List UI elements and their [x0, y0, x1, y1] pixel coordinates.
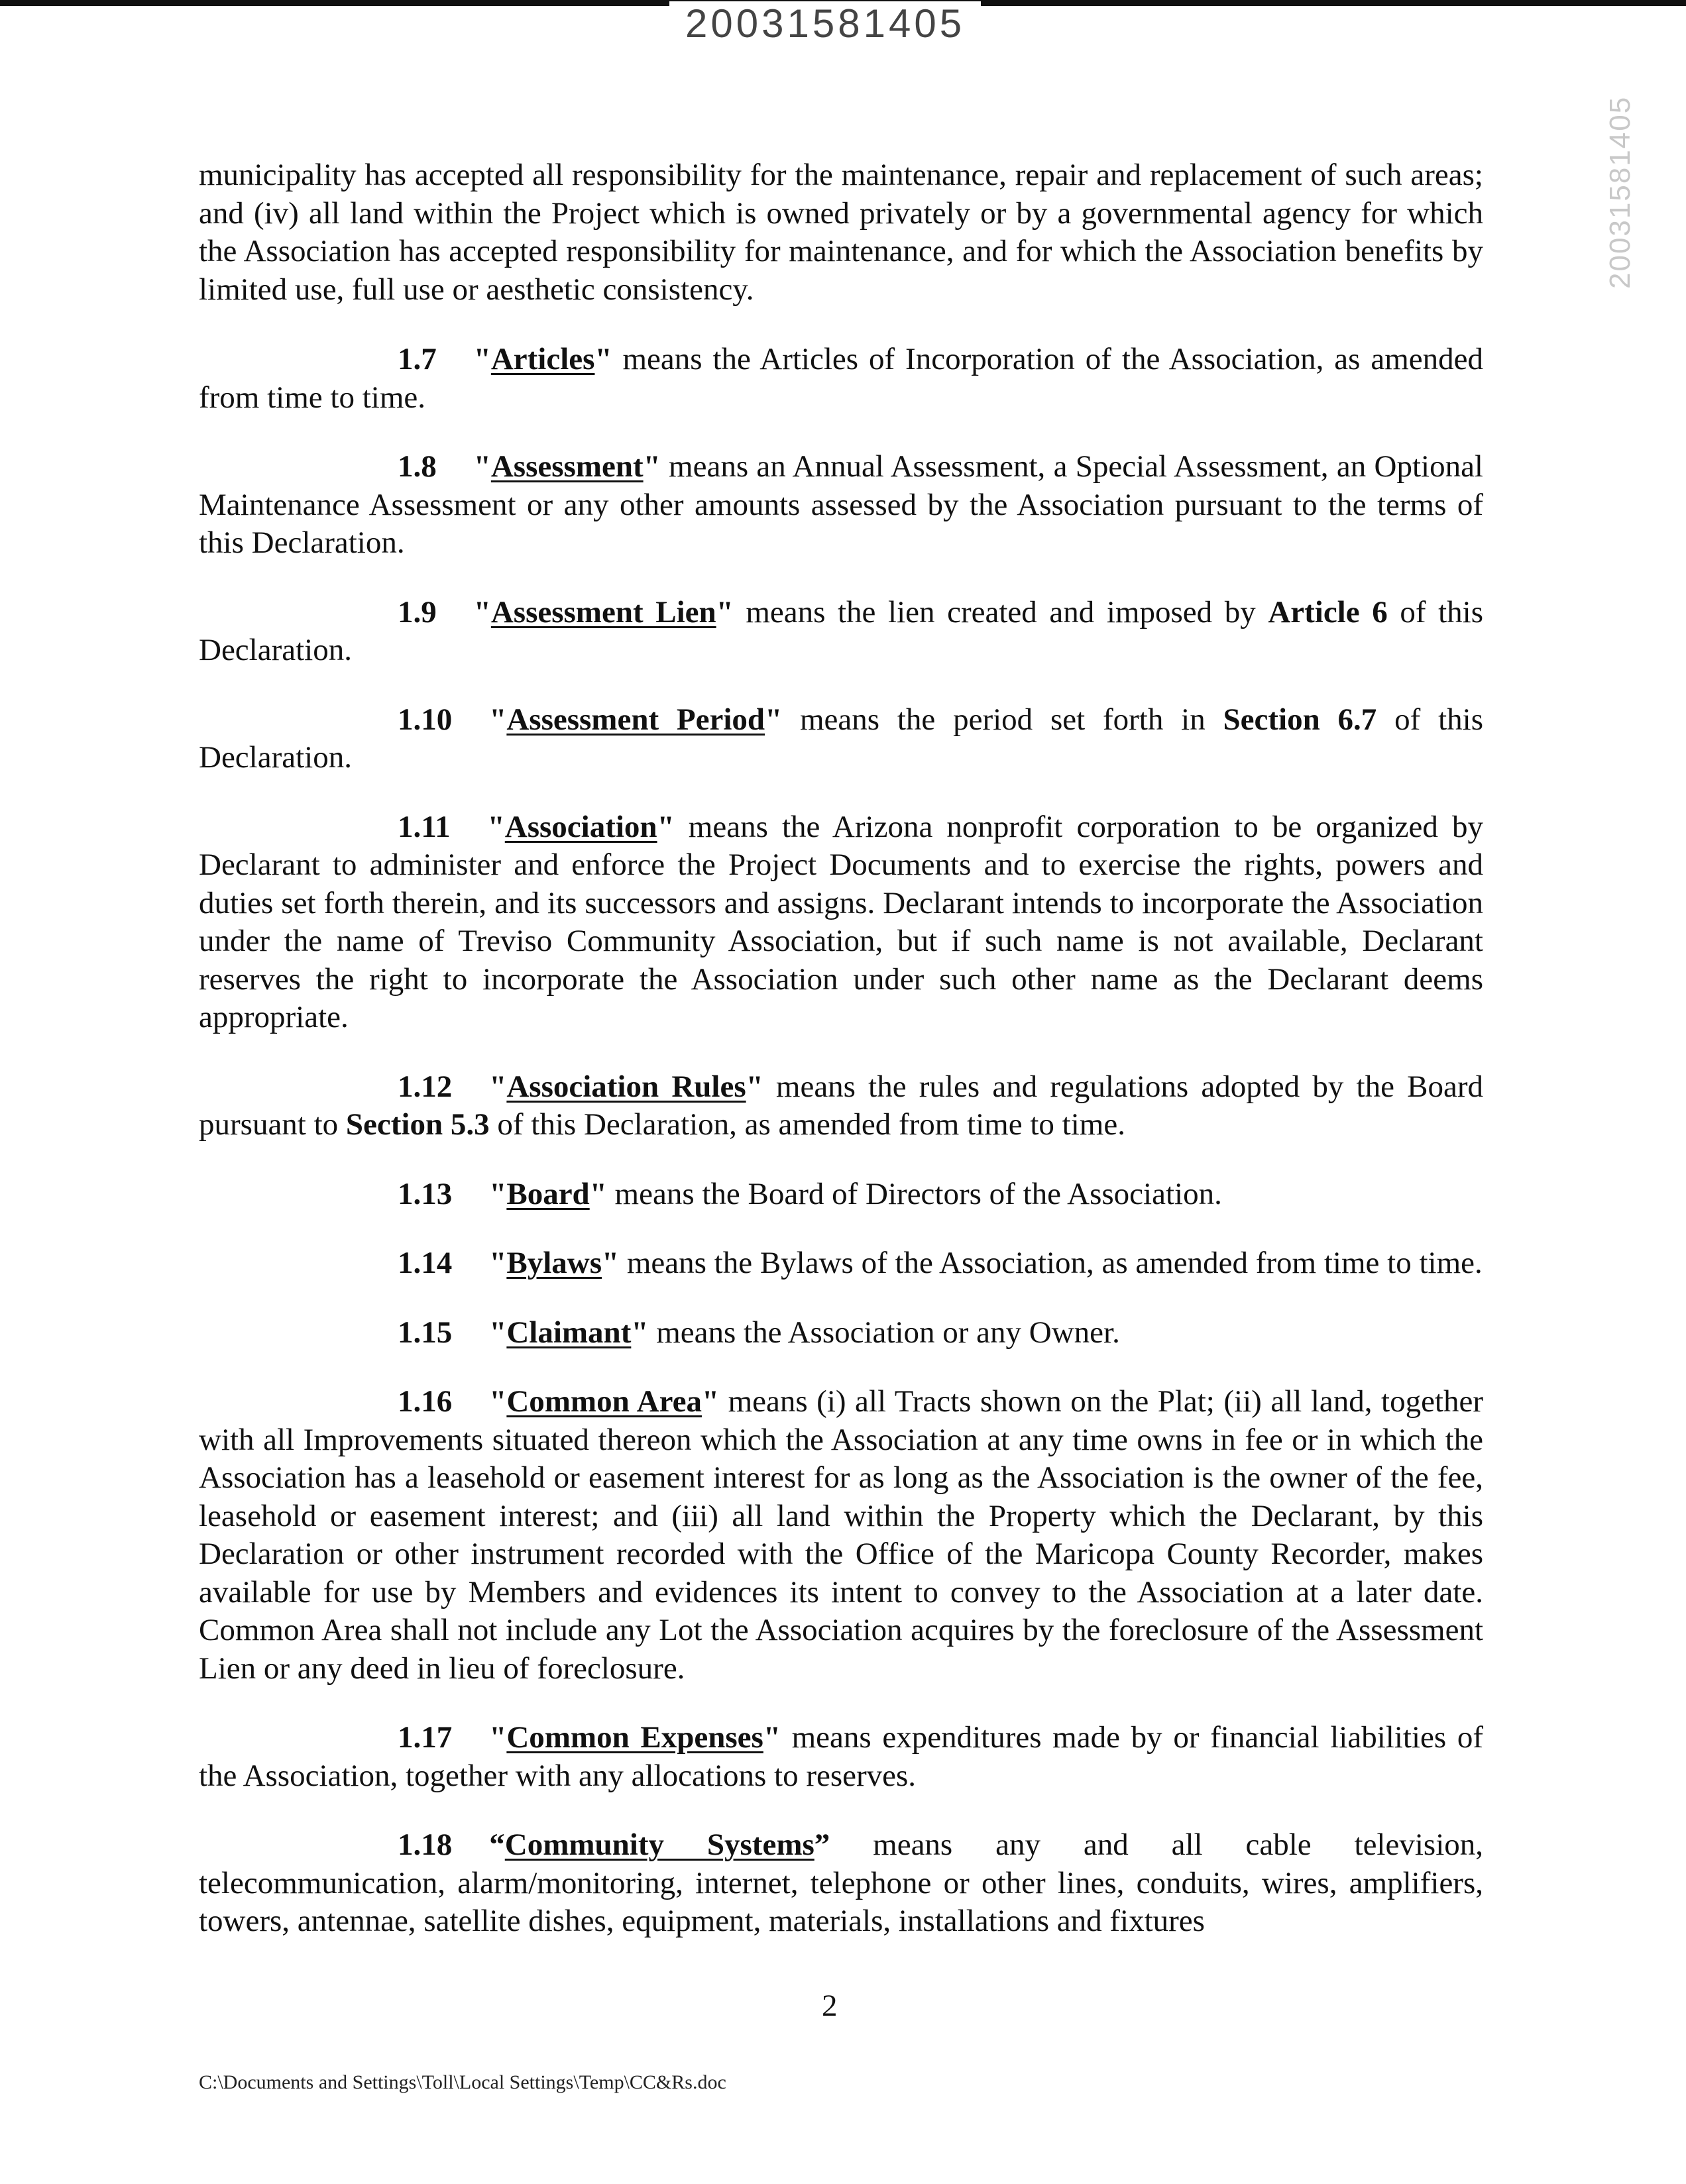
section-number: 1.18 [398, 1828, 453, 1862]
term-label: Assessment Lien [490, 594, 716, 629]
document-number: 20031581405 [669, 1, 981, 46]
quote-open: " [487, 809, 505, 844]
quote-close: " [765, 702, 783, 737]
term-label: Claimant [506, 1315, 632, 1350]
quote-close: " [657, 809, 675, 844]
quote-open: " [473, 449, 491, 484]
term-label: Assessment Period [506, 702, 765, 737]
quote-open: “ [489, 1828, 505, 1862]
definition-text: means the Bylaws of the Association, as amended from time to time. [619, 1246, 1483, 1280]
section-number: 1.15 [398, 1315, 453, 1350]
defined-term [489, 1315, 648, 1350]
quote-close: " [701, 1384, 720, 1419]
section-number: 1.10 [398, 702, 453, 737]
definition-text: means the Articles of Incorporation of the Association, as amended from time to time. [199, 342, 1483, 415]
definition-section [199, 808, 1483, 1037]
definition-text: means (i) all Tracts shown on the Plat; (ii) all land, together with all Improvements situated thereon which the Association at any time owns in fee or in which the Association has a leasehold or easement interest for as long as the Association is the owner of the fee, leasehold or easement interest; and (iii) all land within the Property which the Declarant, by this Declaration or other instrument recorded with the Office of the Maricopa County Recorder, makes available for use by Members and evidences its intent to convey to the Association at a later date. Common Area shall not include any Lot the Association acquires by the foreclosure of the Assessment Lien or any deed in lieu of foreclosure. [199, 1384, 1483, 1686]
quote-close: " [716, 594, 734, 629]
quote-close: ” [814, 1828, 830, 1862]
definition-section [199, 1175, 1483, 1214]
quote-open: " [489, 702, 507, 737]
definition-section [199, 1068, 1483, 1144]
defined-term [474, 449, 661, 484]
term-label: Community Systems [504, 1828, 815, 1862]
section-number: 1.9 [398, 594, 437, 629]
term-label: Common Area [506, 1384, 702, 1419]
defined-term [489, 1828, 830, 1862]
definition-text-cont: of this Declaration. [199, 702, 1483, 775]
quote-close: " [601, 1246, 620, 1280]
section-number: 1.13 [398, 1176, 453, 1211]
section-number: 1.11 [398, 809, 451, 844]
cross-reference: Article 6 [1268, 594, 1388, 629]
definition-section [199, 1826, 1483, 1941]
quote-open: " [489, 1176, 507, 1211]
defined-term [489, 1246, 619, 1280]
quote-open: " [489, 1246, 507, 1280]
footer-file-path: C:\Documents and Settings\Toll\Local Settings\Temp\CC&Rs.doc [199, 2071, 726, 2093]
quote-close: " [763, 1720, 781, 1755]
definition-text: means the rules and regulations adopted by the Board pursuant to [199, 1069, 1484, 1142]
term-label: Bylaws [506, 1246, 602, 1280]
section-number: 1.8 [398, 449, 437, 484]
section-number: 1.17 [398, 1720, 453, 1755]
definition-text: means the Board of Directors of the Association. [606, 1176, 1222, 1211]
definition-text: means an Annual Assessment, a Special Assessment, an Optional Maintenance Assessment or any other amounts assessed by the Association pursuant to the terms of this Declaration. [199, 449, 1483, 560]
quote-close: " [746, 1069, 763, 1104]
term-label: Association Rules [506, 1069, 746, 1104]
defined-term [489, 1384, 719, 1419]
definitions-list [199, 341, 1483, 1941]
term-label: Assessment [490, 449, 644, 484]
term-label: Association [504, 809, 657, 844]
term-label: Common Expenses [506, 1720, 763, 1755]
term-label: Board [506, 1176, 590, 1211]
quote-open: " [489, 1384, 507, 1419]
defined-term [474, 595, 734, 629]
definition-section [199, 594, 1483, 670]
definition-text: means the Arizona nonprofit corporation to be organized by Declarant to administer and enforce the Project Documents and to exercise the rights, powers and duties set forth therein, and its successors and assigns. Declarant intends to incorporate the Association under the name of Treviso Community Association, but if such name is not available, Declarant reserves the right to incorporate the Association under such other name as the Declarant deems appropriate. [199, 809, 1483, 1034]
definition-section [199, 1719, 1483, 1795]
defined-term [474, 342, 612, 376]
term-label: Articles [490, 342, 595, 376]
definition-section [199, 701, 1483, 777]
defined-term [489, 1720, 781, 1755]
document-body [199, 156, 1483, 1972]
definition-section [199, 1383, 1483, 1688]
section-number: 1.12 [398, 1069, 453, 1104]
section-number: 1.16 [398, 1384, 453, 1419]
definition-text: means expenditures made by or financial liabilities of the Association, together with any allocations to reserves. [199, 1720, 1483, 1793]
definition-text: means any and all cable television, telecommunication, alarm/monitoring, internet, telephone or other lines, conduits, wires, amplifiers, towers, antennae, satellite dishes, equipment, materials, installations and fixtures [199, 1828, 1484, 1938]
definition-text-cont: of this Declaration. [199, 594, 1483, 667]
quote-open: " [473, 342, 491, 376]
definition-section [199, 341, 1483, 417]
cross-reference: Section 5.3 [345, 1107, 490, 1142]
defined-term [489, 1069, 763, 1104]
quote-open: " [489, 1069, 507, 1104]
page-number: 2 [822, 1989, 838, 2023]
side-recording-stamp: 20031581405 [1604, 95, 1636, 289]
definition-text-cont: of this Declaration, as amended from time to time. [489, 1107, 1125, 1142]
quote-open: " [473, 594, 491, 629]
cross-reference: Section 6.7 [1223, 702, 1377, 737]
defined-term [489, 1177, 607, 1211]
section-number: 1.7 [398, 342, 437, 376]
quote-open: " [489, 1720, 507, 1755]
section-number: 1.14 [398, 1246, 453, 1280]
definition-text: means the period set forth in [782, 702, 1223, 737]
definition-section [199, 448, 1483, 563]
definition-section [199, 1244, 1483, 1283]
quote-close: " [594, 342, 612, 376]
definition-section [199, 1314, 1483, 1352]
definition-text: means the Association or any Owner. [648, 1315, 1120, 1350]
defined-term [489, 702, 782, 737]
intro-paragraph: municipality has accepted all responsibility for the maintenance, repair and replacement of such areas; and (iv) all land within the Project which is owned privately or by a governmental agency for which the Association has accepted responsibility for maintenance, and for which the Association benefits by limited use, full use or aesthetic consistency. [199, 158, 1483, 307]
quote-close: " [631, 1315, 649, 1350]
definition-text: means the lien created and imposed by [733, 594, 1268, 629]
quote-close: " [643, 449, 661, 484]
defined-term [488, 810, 675, 844]
quote-close: " [589, 1176, 607, 1211]
quote-open: " [489, 1315, 507, 1350]
